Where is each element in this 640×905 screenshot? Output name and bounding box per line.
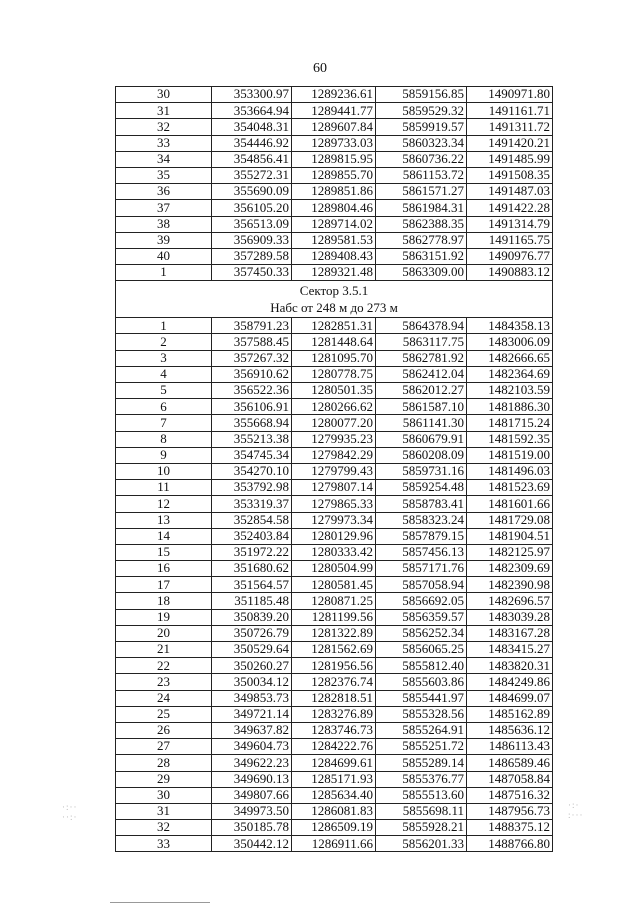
- coordinate-cell: 1282851.31: [292, 318, 376, 334]
- table-row: [116, 496, 553, 512]
- table-row: [116, 248, 553, 264]
- point-number-cell: 39: [116, 232, 212, 248]
- point-number-cell: 33: [116, 836, 212, 852]
- coordinate-cell: 1280129.96: [292, 528, 376, 544]
- coordinate-cell: 1491311.72: [467, 119, 553, 135]
- table-row: [116, 674, 553, 690]
- coordinate-cell: 349721.14: [212, 706, 292, 722]
- coordinate-cell: 1281199.56: [292, 609, 376, 625]
- coordinate-cell: 5855441.97: [376, 690, 467, 706]
- table-row: [116, 318, 553, 334]
- table-row: [116, 463, 553, 479]
- coordinate-cell: 349973.50: [212, 803, 292, 819]
- table-row: [116, 755, 553, 771]
- point-number-cell: 13: [116, 512, 212, 528]
- table-row: [116, 399, 553, 415]
- coordinate-cell: 1289804.46: [292, 200, 376, 216]
- point-number-cell: 29: [116, 771, 212, 787]
- coordinate-cell: 1491487.03: [467, 184, 553, 200]
- coordinate-cell: 1283276.89: [292, 706, 376, 722]
- coordinate-cell: 355690.09: [212, 184, 292, 200]
- coordinate-cell: 5861984.31: [376, 200, 467, 216]
- coordinate-cell: 1279865.33: [292, 496, 376, 512]
- point-number-cell: 4: [116, 366, 212, 382]
- coordinate-cell: 349604.73: [212, 739, 292, 755]
- table-row: [116, 512, 553, 528]
- point-number-cell: 1: [116, 318, 212, 334]
- coordinate-cell: 1481886.30: [467, 399, 553, 415]
- coordinate-cell: 5858783.41: [376, 496, 467, 512]
- coordinate-cell: 353319.37: [212, 496, 292, 512]
- table-row: [116, 528, 553, 544]
- coordinate-cell: 5859529.32: [376, 103, 467, 119]
- coordinate-cell: 349637.82: [212, 722, 292, 738]
- coordinate-cell: 5856692.05: [376, 593, 467, 609]
- coordinate-cell: 5855928.21: [376, 820, 467, 836]
- coordinate-cell: 352854.58: [212, 512, 292, 528]
- coordinate-cell: 1490976.77: [467, 248, 553, 264]
- point-number-cell: 31: [116, 803, 212, 819]
- coordinate-cell: 1289236.61: [292, 87, 376, 103]
- table-body-after-section: [116, 318, 553, 852]
- table-row: [116, 350, 553, 366]
- coordinate-cell: 1484249.86: [467, 674, 553, 690]
- coordinate-cell: 1482309.69: [467, 561, 553, 577]
- coordinate-cell: 1280266.62: [292, 399, 376, 415]
- coordinate-cell: 351972.22: [212, 544, 292, 560]
- coordinate-cell: 1483167.28: [467, 625, 553, 641]
- coordinate-cell: 1282818.51: [292, 690, 376, 706]
- coordinate-cell: 1491422.28: [467, 200, 553, 216]
- coordinate-cell: 1486113.43: [467, 739, 553, 755]
- coordinate-cell: 350185.78: [212, 820, 292, 836]
- table-row: [116, 544, 553, 560]
- point-number-cell: 23: [116, 674, 212, 690]
- table-row: [116, 722, 553, 738]
- coordinate-cell: 1280501.35: [292, 383, 376, 399]
- table-row: [116, 151, 553, 167]
- table-row: [116, 577, 553, 593]
- point-number-cell: 26: [116, 722, 212, 738]
- table-row: [116, 820, 553, 836]
- point-number-cell: 34: [116, 151, 212, 167]
- point-number-cell: 24: [116, 690, 212, 706]
- point-number-cell: 30: [116, 87, 212, 103]
- coordinate-cell: 1482390.98: [467, 577, 553, 593]
- table-row: [116, 480, 553, 496]
- coordinate-cell: 357588.45: [212, 334, 292, 350]
- table-row: [116, 415, 553, 431]
- coordinate-cell: 5857058.94: [376, 577, 467, 593]
- coordinate-cell: 5855251.72: [376, 739, 467, 755]
- point-number-cell: 1: [116, 265, 212, 281]
- coordinate-cell: 1483415.27: [467, 642, 553, 658]
- coordinate-cell: 5863309.00: [376, 265, 467, 281]
- coordinate-cell: 358791.23: [212, 318, 292, 334]
- coordinate-cell: 5856065.25: [376, 642, 467, 658]
- coordinate-cell: 5857879.15: [376, 528, 467, 544]
- table-row: [116, 609, 553, 625]
- section-subtitle: Набс от 248 м до 273 м: [270, 300, 398, 316]
- coordinate-cell: 354270.10: [212, 463, 292, 479]
- point-number-cell: 17: [116, 577, 212, 593]
- coordinate-cell: 1487516.32: [467, 787, 553, 803]
- table-row: [116, 690, 553, 706]
- point-number-cell: 33: [116, 135, 212, 151]
- table-row: [116, 383, 553, 399]
- coordinate-cell: 5860736.22: [376, 151, 467, 167]
- point-number-cell: 16: [116, 561, 212, 577]
- coordinate-cell: 1481715.24: [467, 415, 553, 431]
- coordinate-cell: 1289851.86: [292, 184, 376, 200]
- table-row: [116, 625, 553, 641]
- page-number: 60: [313, 61, 327, 76]
- coordinate-cell: 1490883.12: [467, 265, 553, 281]
- coordinate-cell: 5855812.40: [376, 658, 467, 674]
- coordinate-cell: 357289.58: [212, 248, 292, 264]
- coordinate-cell: 1279935.23: [292, 431, 376, 447]
- coordinate-cell: 1289855.70: [292, 167, 376, 183]
- table-row: [116, 431, 553, 447]
- coordinate-cell: 5858323.24: [376, 512, 467, 528]
- coordinate-cell: 1481904.51: [467, 528, 553, 544]
- point-number-cell: 7: [116, 415, 212, 431]
- coordinate-cell: 5856252.34: [376, 625, 467, 641]
- coordinate-cell: 1481592.35: [467, 431, 553, 447]
- coordinate-cell: 1289581.53: [292, 232, 376, 248]
- coordinate-cell: 5859919.57: [376, 119, 467, 135]
- coordinate-cell: 1283746.73: [292, 722, 376, 738]
- coordinate-cell: 1481496.03: [467, 463, 553, 479]
- coordinate-cell: 1280778.75: [292, 366, 376, 382]
- coordinate-cell: 351680.62: [212, 561, 292, 577]
- section-header: [116, 281, 553, 318]
- coordinate-cell: 1481523.69: [467, 480, 553, 496]
- table-row: [116, 265, 553, 281]
- coordinate-cell: 5855698.11: [376, 803, 467, 819]
- table-row: [116, 803, 553, 819]
- point-number-cell: 18: [116, 593, 212, 609]
- coordinate-cell: 5855603.86: [376, 674, 467, 690]
- point-number-cell: 12: [116, 496, 212, 512]
- coordinate-cell: 1284222.76: [292, 739, 376, 755]
- coordinate-cell: 1289815.95: [292, 151, 376, 167]
- table-body-before-section: [116, 87, 553, 281]
- coordinate-cell: 351185.48: [212, 593, 292, 609]
- coordinate-cell: 1491161.71: [467, 103, 553, 119]
- table-row: [116, 642, 553, 658]
- section-cell: [116, 281, 553, 318]
- coordinate-cell: 1280333.42: [292, 544, 376, 560]
- coordinate-cell: 5855289.14: [376, 755, 467, 771]
- coordinate-cell: 1483820.31: [467, 658, 553, 674]
- coordinate-cell: 1484699.07: [467, 690, 553, 706]
- coordinate-cell: 1286081.83: [292, 803, 376, 819]
- coordinate-cell: 5862012.27: [376, 383, 467, 399]
- point-number-cell: 3: [116, 350, 212, 366]
- coordinate-cell: 5860679.91: [376, 431, 467, 447]
- coordinate-cell: 5855328.56: [376, 706, 467, 722]
- point-number-cell: 27: [116, 739, 212, 755]
- coordinate-cell: 1282376.74: [292, 674, 376, 690]
- coordinate-cell: 349690.13: [212, 771, 292, 787]
- table-row: [116, 184, 553, 200]
- point-number-cell: 9: [116, 447, 212, 463]
- point-number-cell: 8: [116, 431, 212, 447]
- coordinate-cell: 1490971.80: [467, 87, 553, 103]
- coordinate-cell: 1280871.25: [292, 593, 376, 609]
- point-number-cell: 40: [116, 248, 212, 264]
- coordinate-cell: 5862412.04: [376, 366, 467, 382]
- table-row: [116, 836, 553, 852]
- coordinate-cell: 5855376.77: [376, 771, 467, 787]
- coordinate-cell: 5859731.16: [376, 463, 467, 479]
- coordinate-cell: 350839.20: [212, 609, 292, 625]
- coordinate-cell: 1289321.48: [292, 265, 376, 281]
- point-number-cell: 21: [116, 642, 212, 658]
- coordinate-cell: 356106.91: [212, 399, 292, 415]
- table-row: [116, 706, 553, 722]
- coordinate-cell: 5855513.60: [376, 787, 467, 803]
- coordinate-cell: 5857456.13: [376, 544, 467, 560]
- coordinate-cell: 5856359.57: [376, 609, 467, 625]
- coordinate-cell: 356909.33: [212, 232, 292, 248]
- point-number-cell: 30: [116, 787, 212, 803]
- coordinate-cell: 353300.97: [212, 87, 292, 103]
- point-number-cell: 32: [116, 820, 212, 836]
- coordinate-cell: 1482103.59: [467, 383, 553, 399]
- coordinate-cell: 354856.41: [212, 151, 292, 167]
- coordinate-cell: 1279807.14: [292, 480, 376, 496]
- table-row: [116, 119, 553, 135]
- coordinate-cell: 1485162.89: [467, 706, 553, 722]
- coordinate-cell: 1280504.99: [292, 561, 376, 577]
- coordinate-cell: 1279842.29: [292, 447, 376, 463]
- coordinate-cell: 354745.34: [212, 447, 292, 463]
- coordinate-cell: 1289441.77: [292, 103, 376, 119]
- table-row: [116, 103, 553, 119]
- coordinate-cell: 1483039.28: [467, 609, 553, 625]
- coordinate-cell: 356910.62: [212, 366, 292, 382]
- table-row: [116, 366, 553, 382]
- coordinate-cell: 1286509.19: [292, 820, 376, 836]
- coordinate-cell: 1279799.43: [292, 463, 376, 479]
- point-number-cell: 5: [116, 383, 212, 399]
- point-number-cell: 35: [116, 167, 212, 183]
- coordinate-cell: 355272.31: [212, 167, 292, 183]
- table-row: [116, 561, 553, 577]
- section-row: [116, 281, 553, 318]
- coordinate-cell: 5860208.09: [376, 447, 467, 463]
- coordinate-cell: 349807.66: [212, 787, 292, 803]
- table-row: [116, 216, 553, 232]
- coordinate-cell: 1280581.45: [292, 577, 376, 593]
- coordinate-cell: 355213.38: [212, 431, 292, 447]
- coordinate-cell: 5863151.92: [376, 248, 467, 264]
- coordinate-cell: 1487058.84: [467, 771, 553, 787]
- coordinate-cell: 5859156.85: [376, 87, 467, 103]
- coordinate-cell: 1281322.89: [292, 625, 376, 641]
- coordinate-cell: 5855264.91: [376, 722, 467, 738]
- coordinate-cell: 1289607.84: [292, 119, 376, 135]
- coordinate-cell: 1491165.75: [467, 232, 553, 248]
- coordinate-cell: 5862781.92: [376, 350, 467, 366]
- coordinate-cell: 1284699.61: [292, 755, 376, 771]
- coordinate-cell: 5862388.35: [376, 216, 467, 232]
- coordinate-cell: 1486589.46: [467, 755, 553, 771]
- point-number-cell: 20: [116, 625, 212, 641]
- coordinate-cell: 1482696.57: [467, 593, 553, 609]
- coordinate-cell: 349622.23: [212, 755, 292, 771]
- coordinate-cell: 1484358.13: [467, 318, 553, 334]
- coordinate-cell: 5856201.33: [376, 836, 467, 852]
- table-row: [116, 232, 553, 248]
- table-row: [116, 334, 553, 350]
- coordinate-cell: 352403.84: [212, 528, 292, 544]
- table-row: [116, 739, 553, 755]
- coordinate-cell: 1285171.93: [292, 771, 376, 787]
- coordinate-cell: 5861571.27: [376, 184, 467, 200]
- coordinate-cell: 5862778.97: [376, 232, 467, 248]
- coordinates-table: [115, 86, 553, 852]
- table-row: [116, 787, 553, 803]
- coordinate-cell: 353792.98: [212, 480, 292, 496]
- point-number-cell: 15: [116, 544, 212, 560]
- coordinate-cell: 1491314.79: [467, 216, 553, 232]
- coordinate-cell: 1289714.02: [292, 216, 376, 232]
- point-number-cell: 6: [116, 399, 212, 415]
- coordinate-cell: 1491485.99: [467, 151, 553, 167]
- coordinate-cell: 1482666.65: [467, 350, 553, 366]
- coordinate-cell: 1481601.66: [467, 496, 553, 512]
- coordinate-cell: 5857171.76: [376, 561, 467, 577]
- scan-artifact-left: ·:·· ··:·: [62, 802, 78, 822]
- scan-artifact-right: ·:· :···: [568, 800, 584, 820]
- point-number-cell: 36: [116, 184, 212, 200]
- coordinate-cell: 357450.33: [212, 265, 292, 281]
- table-row: [116, 593, 553, 609]
- point-number-cell: 10: [116, 463, 212, 479]
- point-number-cell: 14: [116, 528, 212, 544]
- coordinate-cell: 356513.09: [212, 216, 292, 232]
- coordinate-cell: 353664.94: [212, 103, 292, 119]
- coordinate-cell: 1481519.00: [467, 447, 553, 463]
- coordinate-cell: 354048.31: [212, 119, 292, 135]
- table-row: [116, 771, 553, 787]
- section-title: Сектор 3.5.1: [299, 283, 369, 299]
- coordinate-cell: 1281095.70: [292, 350, 376, 366]
- point-number-cell: 25: [116, 706, 212, 722]
- coordinate-cell: 350034.12: [212, 674, 292, 690]
- coordinate-cell: 1491508.35: [467, 167, 553, 183]
- table-row: [116, 200, 553, 216]
- coordinate-cell: 350529.64: [212, 642, 292, 658]
- bottom-rule: [110, 902, 210, 903]
- coordinate-cell: 351564.57: [212, 577, 292, 593]
- coordinate-cell: 349853.73: [212, 690, 292, 706]
- coordinate-cell: 1286911.66: [292, 836, 376, 852]
- coordinate-cell: 1482125.97: [467, 544, 553, 560]
- coordinate-cell: 1280077.20: [292, 415, 376, 431]
- point-number-cell: 2: [116, 334, 212, 350]
- coordinate-cell: 1281562.69: [292, 642, 376, 658]
- point-number-cell: 31: [116, 103, 212, 119]
- coordinate-cell: 1281956.56: [292, 658, 376, 674]
- coordinate-cell: 5863117.75: [376, 334, 467, 350]
- coordinate-cell: 5861141.30: [376, 415, 467, 431]
- coordinate-cell: 1485636.12: [467, 722, 553, 738]
- point-number-cell: 19: [116, 609, 212, 625]
- table-row: [116, 447, 553, 463]
- coordinate-cell: 1491420.21: [467, 135, 553, 151]
- coordinate-cell: 354446.92: [212, 135, 292, 151]
- coordinate-cell: 1483006.09: [467, 334, 553, 350]
- coordinate-cell: 1488375.12: [467, 820, 553, 836]
- coordinate-cell: 1482364.69: [467, 366, 553, 382]
- coordinate-cell: 1285634.40: [292, 787, 376, 803]
- coordinate-cell: 5864378.94: [376, 318, 467, 334]
- coordinate-cell: 1289733.03: [292, 135, 376, 151]
- point-number-cell: 32: [116, 119, 212, 135]
- coordinate-cell: 350726.79: [212, 625, 292, 641]
- table-row: [116, 167, 553, 183]
- coordinate-cell: 1281448.64: [292, 334, 376, 350]
- coordinate-cell: 1289408.43: [292, 248, 376, 264]
- coordinate-cell: 1488766.80: [467, 836, 553, 852]
- coordinate-cell: 5861587.10: [376, 399, 467, 415]
- coordinate-cell: 356522.36: [212, 383, 292, 399]
- coordinate-cell: 350260.27: [212, 658, 292, 674]
- table-row: [116, 658, 553, 674]
- coordinate-cell: 5860323.34: [376, 135, 467, 151]
- coordinate-cell: 357267.32: [212, 350, 292, 366]
- point-number-cell: 37: [116, 200, 212, 216]
- coordinate-cell: 1487956.73: [467, 803, 553, 819]
- point-number-cell: 38: [116, 216, 212, 232]
- coordinate-cell: 1279973.34: [292, 512, 376, 528]
- table-row: [116, 87, 553, 103]
- table-row: [116, 135, 553, 151]
- point-number-cell: 11: [116, 480, 212, 496]
- coordinate-cell: 5861153.72: [376, 167, 467, 183]
- point-number-cell: 22: [116, 658, 212, 674]
- point-number-cell: 28: [116, 755, 212, 771]
- coordinate-cell: 350442.12: [212, 836, 292, 852]
- coordinate-cell: 5859254.48: [376, 480, 467, 496]
- coordinate-cell: 355668.94: [212, 415, 292, 431]
- coordinate-cell: 1481729.08: [467, 512, 553, 528]
- coordinate-cell: 356105.20: [212, 200, 292, 216]
